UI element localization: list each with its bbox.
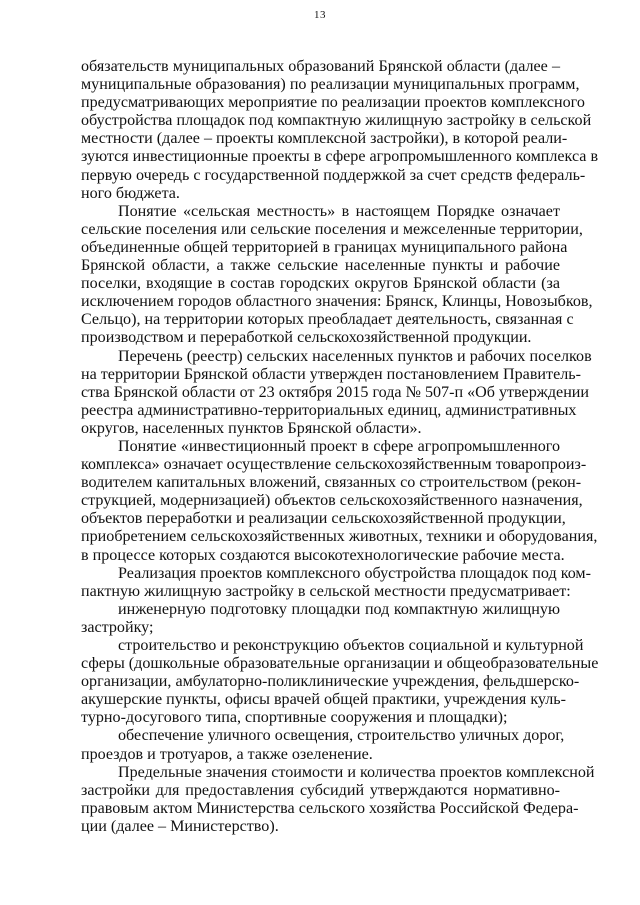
text-line: правовым актом Министерства сельского хозяйства Российской Федера- xyxy=(81,799,579,817)
text-line: пактную жилищную застройку в сельской местности предусматривает: xyxy=(81,582,571,600)
text-line: на территории Брянской области утвержден постановлением Правитель- xyxy=(81,365,581,383)
text-line: в процессе которых создаются высокотехнологические рабочие места. xyxy=(81,546,565,564)
text-line: Перечень (реестр) сельских населенных пунктов и рабочих поселков xyxy=(118,347,592,365)
page-number: 13 xyxy=(314,9,326,21)
text-line: обеспечение уличного освещения, строительство уличных дорог, xyxy=(118,727,565,745)
text-line: Брянской области, а также сельские населенные пункты и рабочие xyxy=(81,257,560,275)
text-line: объединенные общей территорией в границах муниципального района xyxy=(81,238,568,256)
text-line: производством и переработкой сельскохозяйственной продукции. xyxy=(81,329,532,347)
text-line: предусматривающих мероприятие по реализации проектов комплексного xyxy=(81,94,585,112)
text-line: застройки для предоставления субсидий утверждаются нормативно- xyxy=(81,781,560,799)
text-line: реестра административно-территориальных единиц, административных xyxy=(81,401,577,419)
text-line: поселки, входящие в состав городских округов Брянской области (за xyxy=(81,275,560,293)
text-line: объектов переработки и реализации сельскохозяйственной продукции, xyxy=(81,510,566,528)
text-line: Понятие «сельская местность» в настоящем Порядке означает xyxy=(118,202,560,220)
text-line: Предельные значения стоимости и количества проектов комплексной xyxy=(118,763,595,781)
text-line: Понятие «инвестиционный проект в сфере агропромышленного xyxy=(118,437,560,455)
text-line: организации, амбулаторно-поликлинические учреждения, фельдшерско- xyxy=(81,673,580,691)
text-line: приобретением сельскохозяйственных животных, техники и оборудования, xyxy=(81,528,598,546)
text-line: зуются инвестиционные проекты в сфере агропромышленного комплекса в xyxy=(81,148,599,166)
text-line: инженерную подготовку площадки под компактную жилищную xyxy=(118,600,560,618)
text-line: Реализация проектов комплексного обустройства площадок под ком- xyxy=(118,564,591,582)
text-line: округов, населенных пунктов Брянской области». xyxy=(81,419,422,437)
text-line: водителем капитальных вложений, связанных со строительством (рекон- xyxy=(81,474,582,492)
text-line: исключением городов областного значения: Брянск, Клинцы, Новозыбков, xyxy=(81,293,593,311)
text-line: ного бюджета. xyxy=(81,184,180,202)
text-line: турно-досугового типа, спортивные сооружения и площадки); xyxy=(81,709,508,727)
text-line: застройку; xyxy=(81,618,154,636)
text-line: Сельцо), на территории которых преобладает деятельность, связанная с xyxy=(81,311,574,329)
text-line: муниципальные образования) по реализации муниципальных программ, xyxy=(81,76,580,94)
text-line: комплекса» означает осуществление сельскохозяйственным товаропроиз- xyxy=(81,456,587,474)
text-line: сельские поселения или сельские поселения и межселенные территории, xyxy=(81,220,583,238)
text-line: ции (далее – Министерство). xyxy=(81,817,279,835)
text-line: обязательств муниципальных образований Брянской области (далее – xyxy=(81,58,560,75)
document-body xyxy=(81,58,599,836)
text-line: проездов и тротуаров, а также озеленение. xyxy=(81,745,373,763)
text-line: акушерские пункты, офисы врачей общей практики, учреждения куль- xyxy=(81,691,566,709)
text-line: первую очередь с государственной поддержкой за счет средств федераль- xyxy=(81,166,586,184)
text-line: струкцией, модернизацией) объектов сельскохозяйственного назначения, xyxy=(81,492,583,510)
text-line: обустройства площадок под компактную жилищную застройку в сельской xyxy=(81,112,592,130)
text-line: строительство и реконструкцию объектов социальной и культурной xyxy=(118,637,584,654)
text-line: ства Брянской области от 23 октября 2015 года № 507-п «Об утверждении xyxy=(81,383,590,401)
text-line: местности (далее – проекты комплексной застройки), в которой реали- xyxy=(81,130,568,148)
text-line: сферы (дошкольные образовательные организации и общеобразовательные xyxy=(81,655,599,673)
